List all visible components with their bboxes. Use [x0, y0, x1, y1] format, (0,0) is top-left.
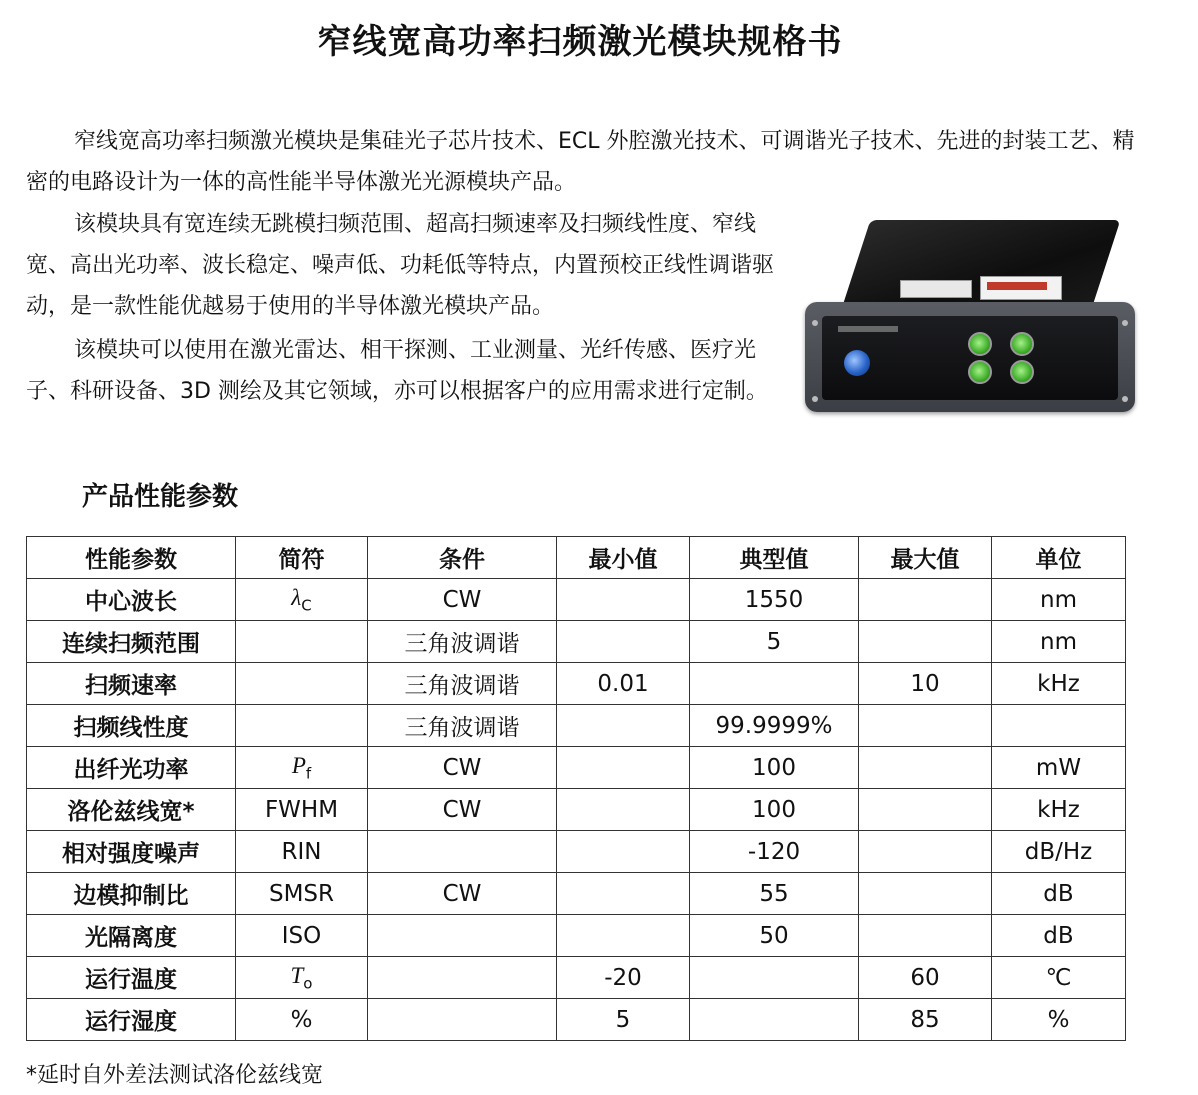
- cell-typ: 55: [690, 873, 859, 915]
- cell-max: [859, 831, 992, 873]
- cell-unit: dB: [992, 873, 1126, 915]
- cell-parameter: 中心波长: [27, 579, 236, 621]
- cell-typ: 50: [690, 915, 859, 957]
- screw-icon: [812, 396, 818, 402]
- cell-condition: 三角波调谐: [368, 705, 557, 747]
- brand-marking: [838, 326, 898, 332]
- cell-symbol: [236, 957, 368, 999]
- symbol-main: ISO: [281, 922, 322, 949]
- footnote: *延时自外差法测试洛伦兹线宽: [26, 1063, 324, 1088]
- screw-icon: [1122, 396, 1128, 402]
- table-row: [27, 999, 1126, 1041]
- cell-condition: CW: [368, 747, 557, 789]
- header-max: 最大值: [859, 537, 992, 579]
- cell-typ: 5: [690, 621, 859, 663]
- screw-icon: [812, 320, 818, 326]
- cell-min: 5: [557, 999, 690, 1041]
- cell-max: [859, 789, 992, 831]
- cell-parameter: 出纤光功率: [27, 747, 236, 789]
- cell-symbol: [236, 915, 368, 957]
- cell-max: [859, 621, 992, 663]
- cell-max: [859, 747, 992, 789]
- cell-parameter: 连续扫频范围: [27, 621, 236, 663]
- fiber-connector-icon: [1010, 360, 1034, 384]
- fiber-connector-icon: [1010, 332, 1034, 356]
- symbol-main: %: [290, 1006, 313, 1033]
- symbol-main: P: [291, 752, 306, 778]
- cell-unit: mW: [992, 747, 1126, 789]
- header-condition: 条件: [368, 537, 557, 579]
- cell-max: 60: [859, 957, 992, 999]
- cell-condition: CW: [368, 579, 557, 621]
- cell-condition: CW: [368, 789, 557, 831]
- cell-parameter: 相对强度噪声: [27, 831, 236, 873]
- symbol-main: SMSR: [268, 880, 335, 907]
- cell-typ: [690, 957, 859, 999]
- document-title: 窄线宽高功率扫频激光模块规格书: [317, 22, 843, 62]
- cell-unit: kHz: [992, 663, 1126, 705]
- cell-typ: [690, 999, 859, 1041]
- features-paragraph: [26, 204, 786, 327]
- cell-min: [557, 789, 690, 831]
- table-row: [27, 789, 1126, 831]
- symbol-subscript: C: [301, 596, 312, 615]
- module-top-label: [900, 280, 972, 298]
- cell-min: [557, 747, 690, 789]
- cell-parameter: 运行温度: [27, 957, 236, 999]
- cell-condition: 三角波调谐: [368, 663, 557, 705]
- screw-icon: [1122, 320, 1128, 326]
- cell-typ: 99.9999%: [690, 705, 859, 747]
- applications-paragraph-text: 该模块可以使用在激光雷达、相干探测、工业测量、光纤传感、医疗光子、科研设备、3D 测绘及其它领域，亦可以根据客户的应用需求进行定制。: [26, 338, 768, 404]
- cell-min: [557, 831, 690, 873]
- header-unit: 单位: [992, 537, 1126, 579]
- cell-unit: dB: [992, 915, 1126, 957]
- cell-parameter: 运行湿度: [27, 999, 236, 1041]
- cell-parameter: 扫频线性度: [27, 705, 236, 747]
- symbol-main: FWHM: [264, 796, 339, 823]
- table-row: [27, 873, 1126, 915]
- cell-min: [557, 705, 690, 747]
- cell-symbol: [236, 621, 368, 663]
- cell-condition: [368, 831, 557, 873]
- cell-symbol: [236, 789, 368, 831]
- cell-typ: [690, 663, 859, 705]
- cell-parameter: 边模抑制比: [27, 873, 236, 915]
- module-top-face: [840, 220, 1121, 315]
- cell-max: [859, 705, 992, 747]
- cell-unit: kHz: [992, 789, 1126, 831]
- cell-condition: 三角波调谐: [368, 621, 557, 663]
- fiber-connector-icon: [968, 332, 992, 356]
- cell-symbol: [236, 999, 368, 1041]
- cell-condition: CW: [368, 873, 557, 915]
- applications-paragraph: [26, 330, 786, 412]
- table-header-row: [27, 537, 1126, 579]
- cell-max: [859, 873, 992, 915]
- symbol-main: T: [290, 962, 304, 988]
- cell-parameter: 洛伦兹线宽*: [27, 789, 236, 831]
- spec-table: [26, 536, 1126, 1041]
- features-paragraph-text: 该模块具有宽连续无跳模扫频范围、超高扫频速率及扫频线性度、窄线宽、高出光功率、波长稳定、噪声低、功耗低等特点，内置预校正线性调谐驱动，是一款性能优越易于使用的半导体激光模块产品。: [26, 212, 775, 319]
- table-row: [27, 621, 1126, 663]
- cell-unit: ℃: [992, 957, 1126, 999]
- cell-max: [859, 579, 992, 621]
- header-min: 最小值: [557, 537, 690, 579]
- cell-condition: [368, 999, 557, 1041]
- cell-min: [557, 915, 690, 957]
- symbol-main: RIN: [281, 838, 322, 865]
- cell-symbol: [236, 663, 368, 705]
- table-row: [27, 705, 1126, 747]
- intro-paragraph: [26, 121, 1136, 203]
- fiber-connector-icon: [968, 360, 992, 384]
- header-parameter: 性能参数: [27, 537, 236, 579]
- product-photo: [800, 210, 1140, 420]
- cell-condition: [368, 915, 557, 957]
- table-row: [27, 579, 1126, 621]
- table-row: [27, 831, 1126, 873]
- cell-symbol: [236, 747, 368, 789]
- table-row: [27, 915, 1126, 957]
- cell-typ: -120: [690, 831, 859, 873]
- cell-unit: nm: [992, 579, 1126, 621]
- symbol-main: λ: [291, 584, 302, 610]
- cell-min: 0.01: [557, 663, 690, 705]
- cell-typ: 100: [690, 747, 859, 789]
- cell-symbol: [236, 873, 368, 915]
- cell-condition: [368, 957, 557, 999]
- cell-unit: dB/Hz: [992, 831, 1126, 873]
- table-row: [27, 663, 1126, 705]
- symbol-subscript: f: [305, 764, 312, 783]
- cell-parameter: 光隔离度: [27, 915, 236, 957]
- cell-max: 10: [859, 663, 992, 705]
- laser-warning-label: [980, 276, 1062, 300]
- header-typ: 典型值: [690, 537, 859, 579]
- cell-min: [557, 621, 690, 663]
- cell-typ: 1550: [690, 579, 859, 621]
- header-symbol: 简符: [236, 537, 368, 579]
- cell-parameter: 扫频速率: [27, 663, 236, 705]
- cell-min: [557, 579, 690, 621]
- cell-symbol: [236, 831, 368, 873]
- cell-min: [557, 873, 690, 915]
- table-row: [27, 957, 1126, 999]
- table-row: [27, 747, 1126, 789]
- cell-min: -20: [557, 957, 690, 999]
- cell-symbol: [236, 705, 368, 747]
- cell-max: 85: [859, 999, 992, 1041]
- cell-unit: %: [992, 999, 1126, 1041]
- cell-unit: nm: [992, 621, 1126, 663]
- symbol-subscript: o: [303, 974, 313, 993]
- intro-paragraph-text: 窄线宽高功率扫频激光模块是集硅光子芯片技术、ECL 外腔激光技术、可调谐光子技术、先进的封装工艺、精密的电路设计为一体的高性能半导体激光光源模块产品。: [26, 129, 1135, 195]
- cell-max: [859, 915, 992, 957]
- cell-unit: [992, 705, 1126, 747]
- cell-typ: 100: [690, 789, 859, 831]
- cell-symbol: [236, 579, 368, 621]
- section-title: 产品性能参数: [82, 482, 239, 512]
- power-button-icon: [844, 350, 870, 376]
